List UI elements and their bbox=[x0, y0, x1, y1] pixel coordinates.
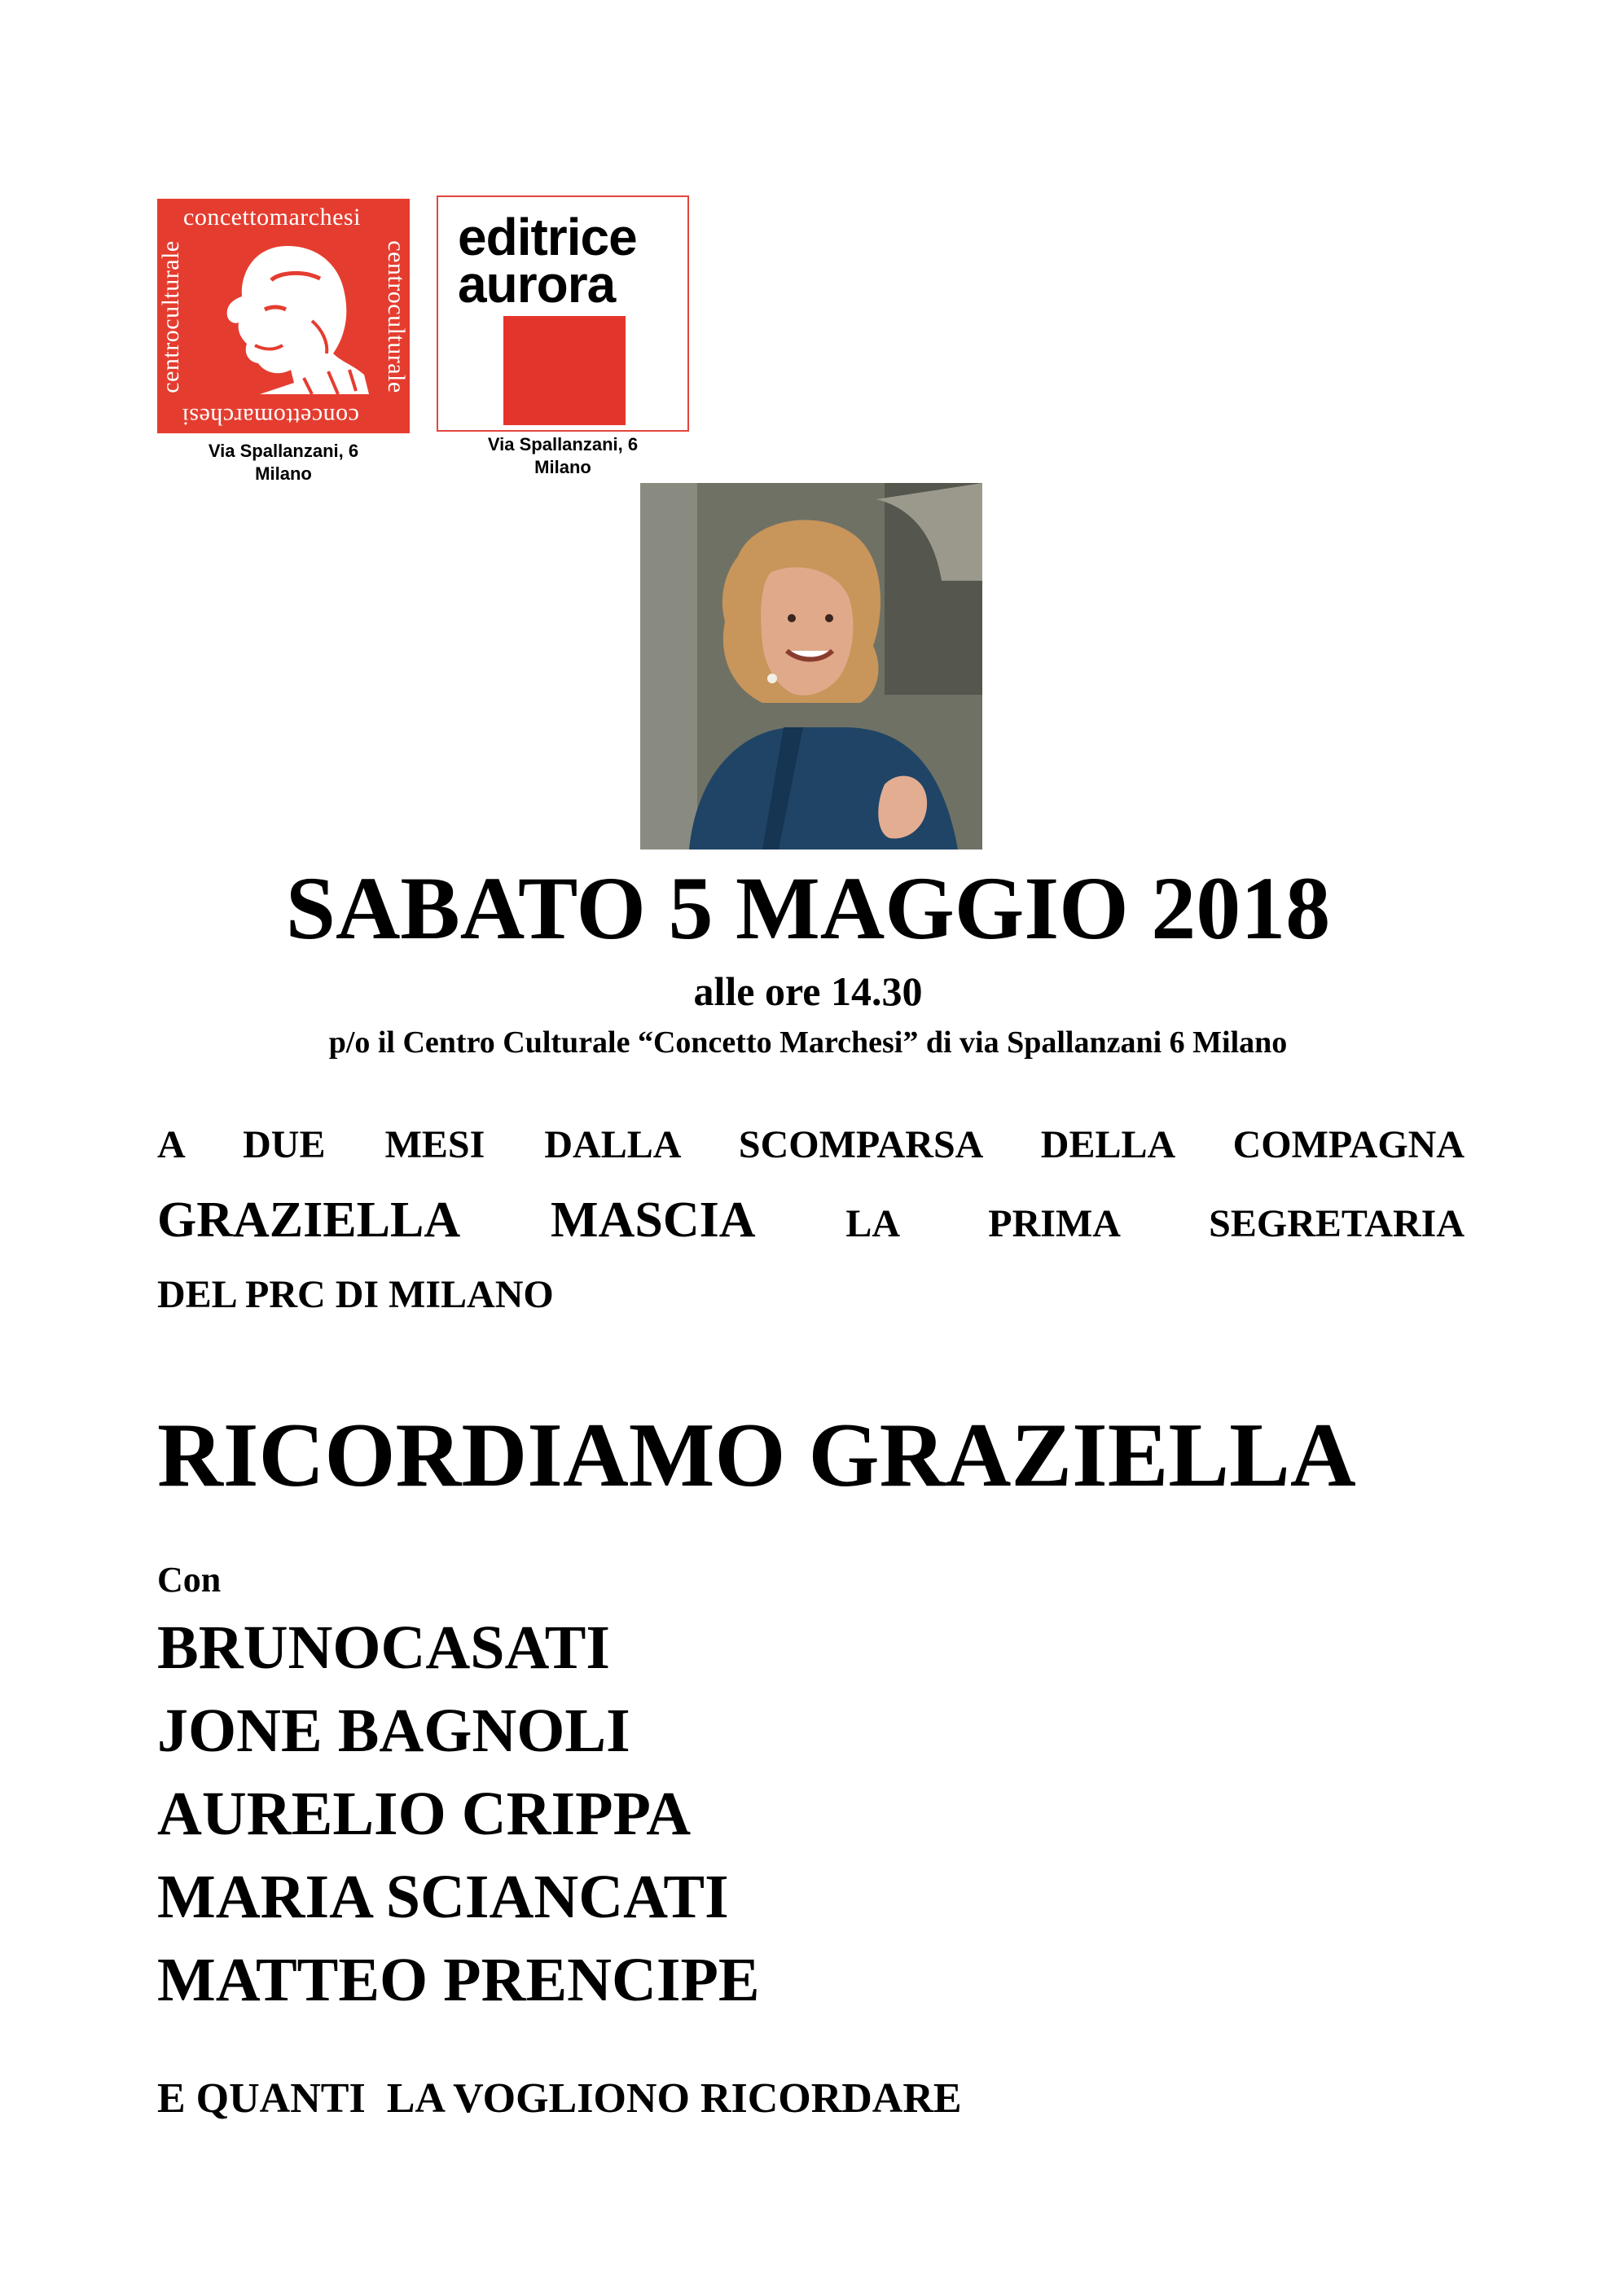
headline: RICORDIAMO GRAZIELLA bbox=[157, 1405, 1356, 1506]
centro-address bbox=[157, 440, 410, 485]
closing-line: E QUANTI LA VOGLIONO RICORDARE bbox=[157, 2075, 962, 2122]
honoree-name: GRAZIELLA MASCIA bbox=[157, 1192, 756, 1248]
portrait-icon bbox=[190, 231, 377, 402]
logo-ring-bottom: concettomarchesi bbox=[182, 403, 359, 430]
aurora-name-line2: aurora bbox=[458, 255, 616, 314]
aurora-red-square bbox=[503, 316, 626, 425]
logo-ring-left: centroculturale bbox=[157, 240, 184, 393]
photo-illustration bbox=[640, 483, 982, 849]
speaker-name: JONE BAGNOLI bbox=[157, 1697, 630, 1765]
honoree-role: LA PRIMA SEGRETARIA bbox=[845, 1202, 1464, 1245]
speaker-name: MATTEO PRENCIPE bbox=[157, 1946, 760, 2014]
speaker-name: MARIA SCIANCATI bbox=[157, 1863, 729, 1931]
editrice-aurora-logo bbox=[437, 195, 689, 432]
intro-line-3: DEL PRC DI MILANO bbox=[157, 1273, 554, 1316]
portrait-photo bbox=[640, 483, 982, 849]
event-venue: p/o il Centro Culturale “Concetto Marchesi” di via Spallanzani 6 Milano bbox=[328, 1025, 1288, 1060]
speakers-list bbox=[157, 1606, 760, 2022]
intro-line-1: A DUE MESI DALLA SCOMPARSA DELLA COMPAGNA bbox=[157, 1123, 1464, 1166]
speaker-name: AURELIO CRIPPA bbox=[157, 1780, 692, 1848]
aurora-name bbox=[458, 208, 637, 314]
event-time: alle ore 14.30 bbox=[693, 968, 923, 1014]
aurora-address bbox=[437, 433, 689, 479]
aurora-name-line1: editrice bbox=[458, 208, 637, 266]
centro-culturale-logo bbox=[157, 199, 410, 433]
aurora-address-line1: Via Spallanzani, 6 bbox=[487, 434, 639, 454]
with-label: Con bbox=[157, 1560, 222, 1600]
speaker-name: BRUNOCASATI bbox=[157, 1613, 611, 1682]
intro-line-2 bbox=[157, 1183, 1464, 1258]
centro-address-line1: Via Spallanzani, 6 bbox=[208, 441, 359, 461]
logo-ring-top: concettomarchesi bbox=[183, 204, 361, 230]
logo-ring-right: centroculturale bbox=[383, 240, 410, 393]
event-date: SABATO 5 MAGGIO 2018 bbox=[285, 858, 1331, 958]
intro-paragraph bbox=[157, 1108, 1464, 1332]
centro-address-line2: Milano bbox=[255, 463, 312, 484]
aurora-address-line2: Milano bbox=[534, 457, 591, 477]
